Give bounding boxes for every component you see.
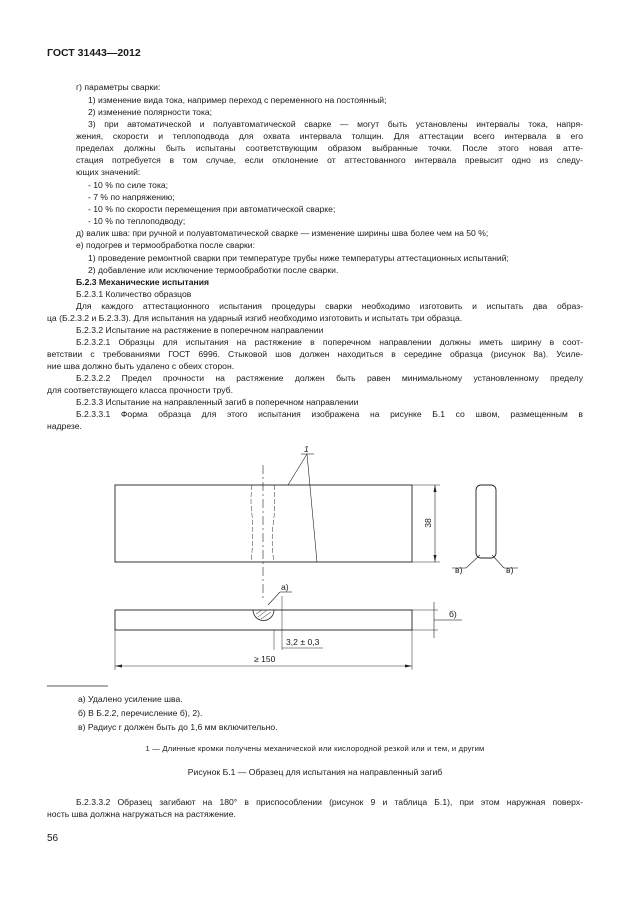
document-header: ГОСТ 31443—2012: [47, 47, 141, 59]
body-line: 2) изменение полярности тока;: [88, 107, 213, 117]
figure-caption: Рисунок Б.1 — Образец для испытания на направленный загиб: [187, 767, 443, 777]
body-line: д) валик шва: при ручной и полуавтоматической сварке — изменение ширины шва более чем на 50 %;: [76, 228, 489, 238]
body-line: ние шва должно быть удалено с обеих сторон.: [47, 361, 235, 371]
body-line: 2) добавление или исключение термообработки после сварки.: [88, 265, 339, 275]
callout-leader-top: [288, 454, 307, 485]
thickness-label: б): [449, 609, 457, 619]
body-line: Б.2.3.1 Количество образцов: [76, 289, 192, 299]
body-line: г) параметры сварки:: [76, 82, 161, 92]
body-line: Б.2.3.3.1 Форма образца для этого испытания изображена на рисунке Б.1 со швом, размещенным в: [76, 409, 583, 419]
length-arrow-left: [115, 665, 122, 668]
body-line: - 10 % по скорости перемещения при автоматической сварке;: [88, 204, 336, 214]
corner-leader-right: [492, 555, 504, 568]
weld-boundary-left: [251, 485, 253, 562]
corner-leader-left: [466, 555, 480, 568]
dim-38-arrow-top: [434, 485, 437, 492]
body-line: - 10 % по теплоподводу;: [88, 216, 186, 226]
corner-label-left: в): [455, 565, 463, 575]
body-line: для соответствующего класса прочности труб.: [47, 385, 233, 395]
body-line: 1) проведение ремонтной сварки при температуре трубы ниже температуры аттестационных испытаний;: [88, 253, 509, 263]
footnote-b: б) В Б.2.2, перечисление б), 2).: [78, 708, 203, 718]
callout-1: 1: [304, 444, 309, 454]
weld-label-leader: [268, 592, 280, 605]
body-line: - 7 % по напряжению;: [88, 192, 175, 202]
tolerance-label: 3,2 ± 0,3: [286, 637, 320, 647]
body-line: ца (Б.2.3.2 и Б.2.3.3). Для испытания на ударный изгиб необходимо изготовить и испытать три образца.: [47, 313, 463, 323]
body-line: пределах должны быть испытаны соответствующим образом выбранные точки. После этого новая атте-: [76, 143, 583, 153]
body-line: 1) изменение вида тока, например переход с переменного на постоянный;: [88, 95, 387, 105]
body-line: Б.2.3.2.1 Образцы для испытания на растяжение в поперечном направлении должны иметь ширину в соот-: [76, 337, 583, 347]
body-line: жения, скорости и теплоподвода для охвата интервала толщин. Для аттестации всего интервала в его: [76, 131, 583, 141]
body-line: Б.2.3.2 Испытание на растяжение в поперечном направлении: [76, 325, 324, 335]
body-line: Б.2.3.2.2 Предел прочности на растяжение должен быть равен минимальному установленному пределу: [76, 373, 583, 383]
weld-boundary-right: [272, 485, 275, 562]
body-line: Б.2.3.3 Испытание на направленный загиб в поперечном направлении: [76, 397, 359, 407]
body-line: е) подогрев и термообработка после сварки:: [76, 240, 255, 250]
body-line: стация потребуется в том случае, если отклонение от аттестованного интервала превысит одно из следу-: [76, 155, 583, 165]
specimen-top-view: [115, 485, 412, 562]
weld-profile: [253, 610, 274, 621]
length-arrow-right: [405, 665, 412, 668]
body-line: надрезе.: [47, 421, 82, 431]
footnote-a: а) Удалено усиление шва.: [78, 694, 183, 704]
weld-hatch: [256, 610, 271, 619]
corner-label-right: в): [506, 565, 514, 575]
closing-line: ность шва должна нагружаться на растяжение.: [47, 809, 236, 819]
callout-leader-bottom: [307, 454, 317, 562]
page-number: 56: [47, 833, 59, 844]
body-line: Для каждого аттестационного испытания процедуры сварки необходимо изготовить и испытать два образ-: [76, 301, 583, 311]
body-line: Б.2.3 Механические испытания: [76, 277, 210, 287]
closing-line: Б.2.3.3.2 Образец загибают на 180° в приспособлении (рисунок 9 и таблица Б.1), при этом наружная поверх-: [76, 797, 583, 807]
body-line: ветствии с требованиями ГОСТ 6996. Стыковой шов должен находиться в середине образца (рисунок 8а). Усиле-: [47, 349, 583, 359]
body-line: 3) при автоматической и полуавтоматической сварке — могут быть установлены интервалы тока, напря-: [88, 119, 583, 129]
dim-38-label: 38: [423, 518, 433, 528]
body-line: - 10 % по силе тока;: [88, 180, 169, 190]
weld-label: а): [281, 582, 289, 592]
body-line: ющих значений:: [76, 167, 141, 177]
footnote-c: в) Радиус r должен быть до 1,6 мм включительно.: [78, 722, 278, 732]
length-label: ≥ 150: [254, 654, 276, 664]
figure-legend: 1 — Длинные кромки получены механической или кислородной резкой или и тем, и другим: [145, 744, 485, 753]
dim-38-arrow-bottom: [434, 555, 437, 562]
specimen-cross-section: [476, 485, 496, 558]
